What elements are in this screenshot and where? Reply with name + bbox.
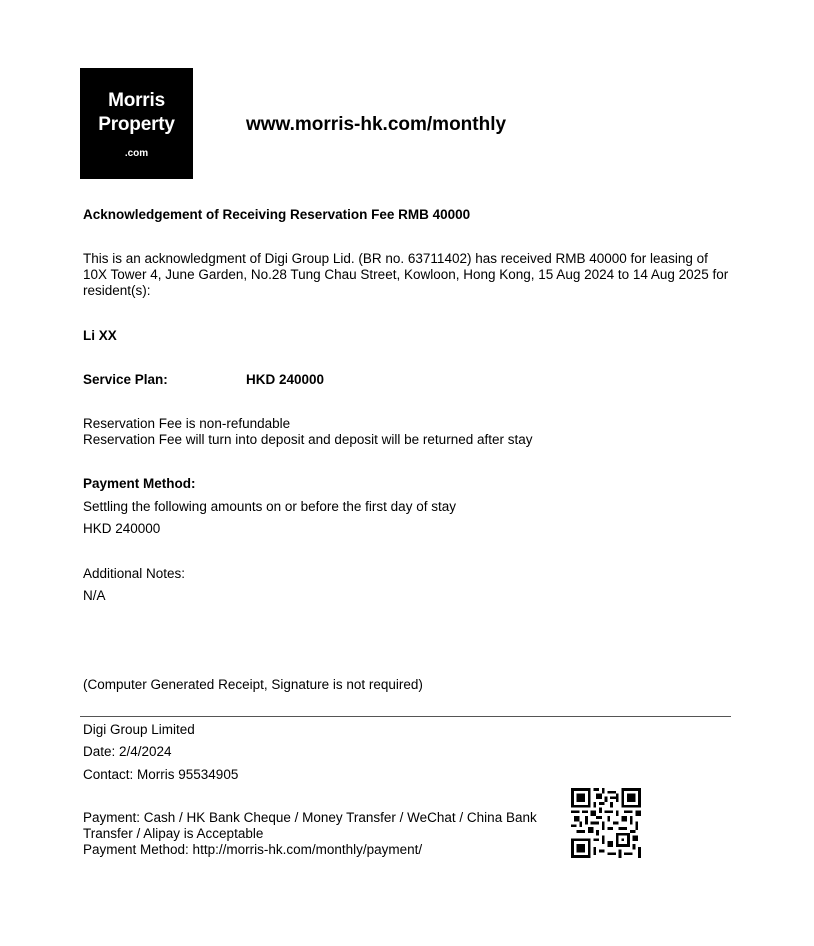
document-title: Acknowledgement of Receiving Reservation Fee RMB 40000	[83, 207, 471, 222]
additional-notes-value: N/A	[83, 588, 106, 603]
footer-contact: Contact: Morris 95534905	[83, 767, 239, 782]
service-plan-value: HKD 240000	[246, 372, 325, 387]
logo-line-2: Property	[98, 114, 175, 135]
payment-link[interactable]: Payment Method: http://morris-hk.com/monthly/payment/	[83, 842, 423, 857]
payment-method-label: Payment Method:	[83, 476, 196, 491]
payment-amount: HKD 240000	[83, 521, 161, 536]
logo-line-3: .com	[124, 148, 149, 159]
note-non-refundable: Reservation Fee is non-refundable	[83, 416, 291, 431]
company-logo	[80, 68, 193, 179]
additional-notes-label: Additional Notes:	[83, 566, 186, 581]
payment-options: Payment: Cash / HK Bank Cheque / Money Transfer / WeChat / China Bank Transfer / Alipay is Acceptable	[83, 810, 537, 841]
payment-method-text: Settling the following amounts on or before the first day of stay	[83, 499, 456, 514]
note-deposit: Reservation Fee will turn into deposit and deposit will be returned after stay	[83, 432, 533, 447]
payment-options-block	[83, 810, 563, 858]
logo-line-1: Morris	[108, 90, 165, 111]
footer-date: Date: 2/4/2024	[83, 744, 172, 759]
intro-paragraph: This is an acknowledgment of Digi Group Lid. (BR no. 63711402) has received RMB 40000 for leasing of 10X Tower 4, June Garden, No.28 Tung Chau Street, Kowloon, Hong Kong, 15 Aug 2024 to 14 Aug 2025 for resident(s):	[83, 251, 729, 298]
footer-divider	[80, 716, 731, 717]
header-url: www.morris-hk.com/monthly	[246, 114, 507, 135]
qr-code-icon[interactable]	[571, 788, 641, 858]
footer-company: Digi Group Limited	[83, 722, 195, 737]
resident-name: Li XX	[83, 328, 117, 343]
disclaimer: (Computer Generated Receipt, Signature is not required)	[83, 677, 423, 692]
service-plan-label: Service Plan:	[83, 372, 168, 387]
